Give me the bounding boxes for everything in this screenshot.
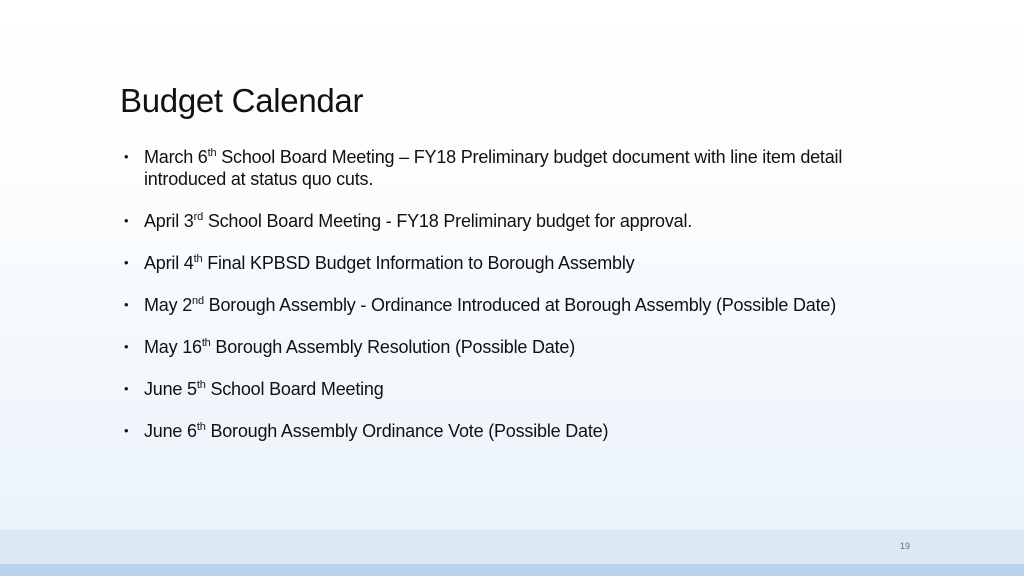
slide-title: Budget Calendar	[120, 82, 364, 119]
bullet-item	[120, 210, 890, 232]
bullet-item	[120, 336, 890, 358]
ordinal-suffix: th	[196, 379, 206, 391]
bullet-date: March 6	[144, 147, 208, 167]
bullet-item	[120, 146, 890, 190]
ordinal-suffix: th	[201, 337, 211, 349]
bullet-item	[120, 252, 890, 274]
ordinal-suffix: th	[207, 147, 217, 159]
bullet-text: Borough Assembly Resolution (Possible Date)	[210, 337, 575, 357]
bullet-date: June 5	[144, 379, 197, 399]
footer-band	[0, 530, 1024, 564]
bullet-text: Borough Assembly Ordinance Vote (Possible Date)	[205, 421, 609, 441]
bullet-text: School Board Meeting - FY18 Preliminary budget for approval.	[203, 211, 693, 231]
bullet-text: School Board Meeting	[205, 379, 384, 399]
bullet-date: May 16	[144, 337, 202, 357]
bullet-date: April 4	[144, 253, 194, 273]
bullet-item	[120, 378, 890, 400]
ordinal-suffix: rd	[193, 211, 204, 223]
bullet-text: School Board Meeting – FY18 Preliminary budget document with line item detail introduced at status quo cuts.	[144, 147, 843, 189]
ordinal-suffix: th	[196, 421, 206, 433]
bullet-list	[120, 146, 890, 462]
ordinal-suffix: th	[193, 253, 203, 265]
bullet-item	[120, 420, 890, 442]
footer-strip	[0, 564, 1024, 576]
page-number: 19	[899, 541, 910, 551]
bullet-date: April 3	[144, 211, 194, 231]
ordinal-suffix: nd	[192, 295, 204, 307]
bullet-item	[120, 294, 890, 316]
bullet-text: Final KPBSD Budget Information to Borough Assembly	[202, 253, 635, 273]
bullet-date: May 2	[144, 295, 193, 315]
bullet-date: June 6	[144, 421, 197, 441]
bullet-text: Borough Assembly - Ordinance Introduced at Borough Assembly (Possible Date)	[203, 295, 837, 315]
